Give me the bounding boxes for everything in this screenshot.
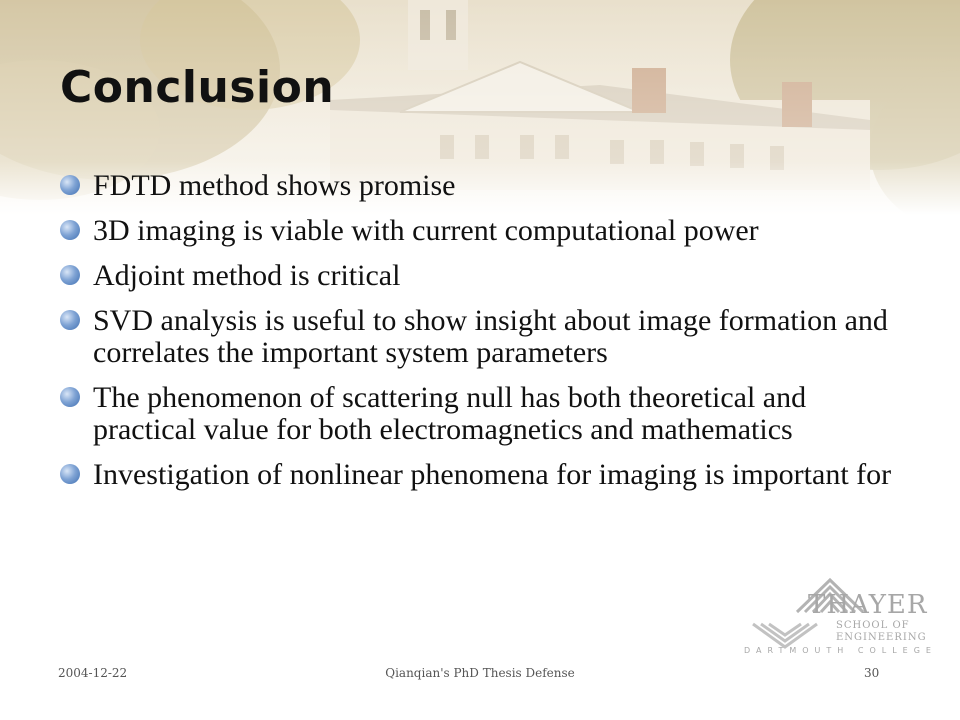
logo-school-line1: SCHOOL OF	[836, 620, 910, 631]
logo-thayer-text: THAYER	[808, 590, 928, 620]
logo-school-text	[836, 620, 927, 644]
bullet-dot-icon	[60, 464, 80, 484]
bullet-item	[60, 382, 910, 446]
bullet-list	[60, 170, 910, 504]
bullet-dot-icon	[60, 387, 80, 407]
bullet-item	[60, 459, 910, 491]
footer-title: Qianqian's PhD Thesis Defense	[385, 666, 575, 680]
bullet-dot-icon	[60, 175, 80, 195]
footer-page-number: 30	[864, 666, 880, 680]
bullet-text: 3D imaging is viable with current computational power	[93, 214, 759, 247]
bullet-item	[60, 260, 910, 292]
bullet-item	[60, 170, 910, 202]
bullet-text: FDTD method shows promise	[93, 169, 456, 202]
bullet-dot-icon	[60, 265, 80, 285]
bullet-dot-icon	[60, 220, 80, 240]
footer-date: 2004-12-22	[58, 666, 128, 680]
bullet-dot-icon	[60, 310, 80, 330]
bullet-item	[60, 305, 910, 369]
bullet-text: The phenomenon of scattering null has both theoretical and practical value for both electromagnetics and mathematics	[93, 381, 807, 446]
logo-school-line2: ENGINEERING	[836, 632, 927, 643]
bullet-text: Investigation of nonlinear phenomena for imaging is important for	[93, 458, 892, 491]
bullet-text: Adjoint method is critical	[93, 259, 401, 292]
slide-title: Conclusion	[60, 62, 335, 113]
bullet-item	[60, 215, 910, 247]
bullet-text: SVD analysis is useful to show insight about image formation and correlates the important system parameters	[93, 304, 888, 369]
logo-college-text: DARTMOUTH COLLEGE	[744, 646, 937, 655]
